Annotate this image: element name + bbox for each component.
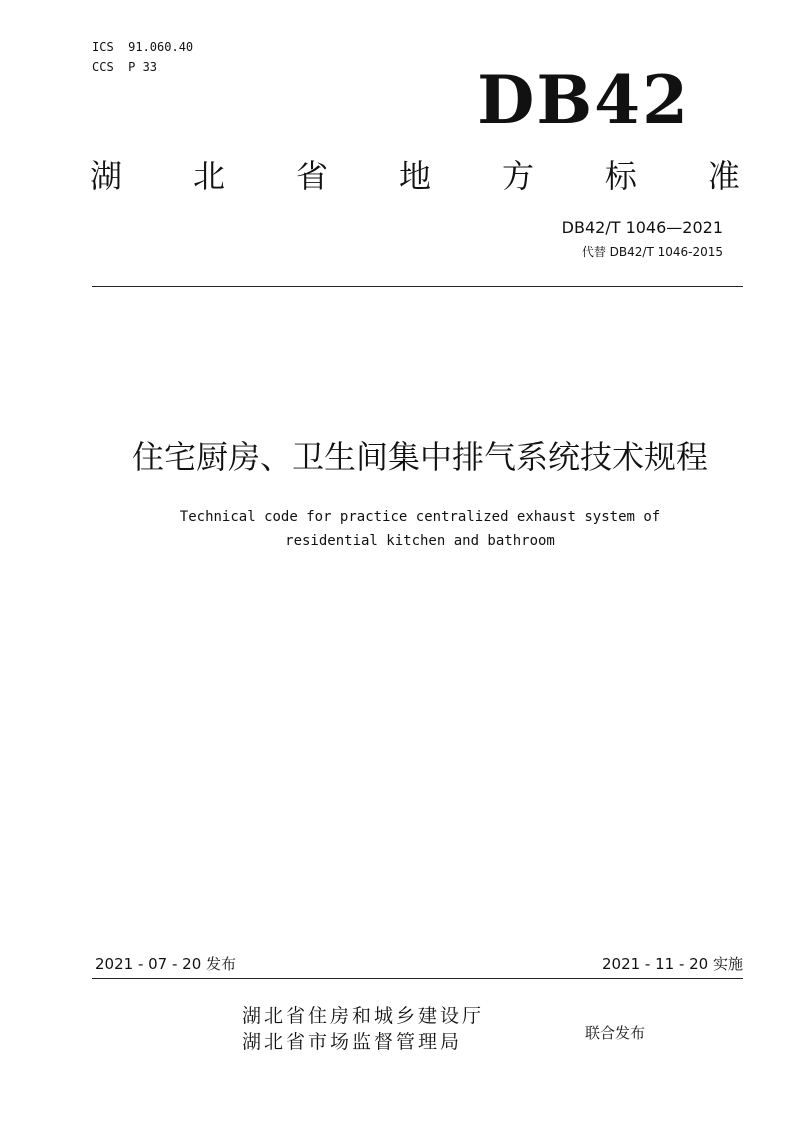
title-en-line-1: Technical code for practice centralized exhaust system of	[179, 509, 661, 525]
implementation-date: 2021 - 11 - 20 实施	[601, 955, 743, 973]
standard-type-char: 省	[295, 157, 328, 195]
document-title-en	[0, 505, 800, 553]
replaces-standard: 代替 DB42/T 1046-2015	[581, 245, 723, 259]
document-title-cn: 住宅厨房、卫生间集中排气系统技术规程	[131, 438, 708, 476]
standard-type-char: 北	[192, 157, 225, 195]
title-en-line-2: residential kitchen and bathroom	[285, 533, 555, 549]
standard-type-heading	[90, 152, 740, 200]
bottom-divider	[92, 978, 743, 979]
standard-type-char: 标	[604, 157, 637, 195]
standard-type-char: 地	[398, 157, 431, 195]
ccs-code: CCS P 33	[92, 60, 158, 74]
db42-logo: DB42	[477, 61, 690, 139]
issue-date: 2021 - 07 - 20 发布	[95, 955, 237, 973]
ics-code: ICS 91.060.40	[92, 40, 194, 54]
standard-number: DB42/T 1046—2021	[561, 218, 723, 237]
top-divider	[92, 286, 743, 287]
issuer-housing-department: 湖北省住房和城乡建设厅	[242, 1005, 485, 1027]
standard-type-char: 湖	[90, 157, 123, 195]
joint-publish-label: 联合发布	[585, 1024, 646, 1042]
issuer-market-regulation: 湖北省市场监督管理局	[242, 1031, 463, 1053]
standard-type-char: 准	[707, 157, 740, 195]
standard-type-char: 方	[501, 157, 534, 195]
